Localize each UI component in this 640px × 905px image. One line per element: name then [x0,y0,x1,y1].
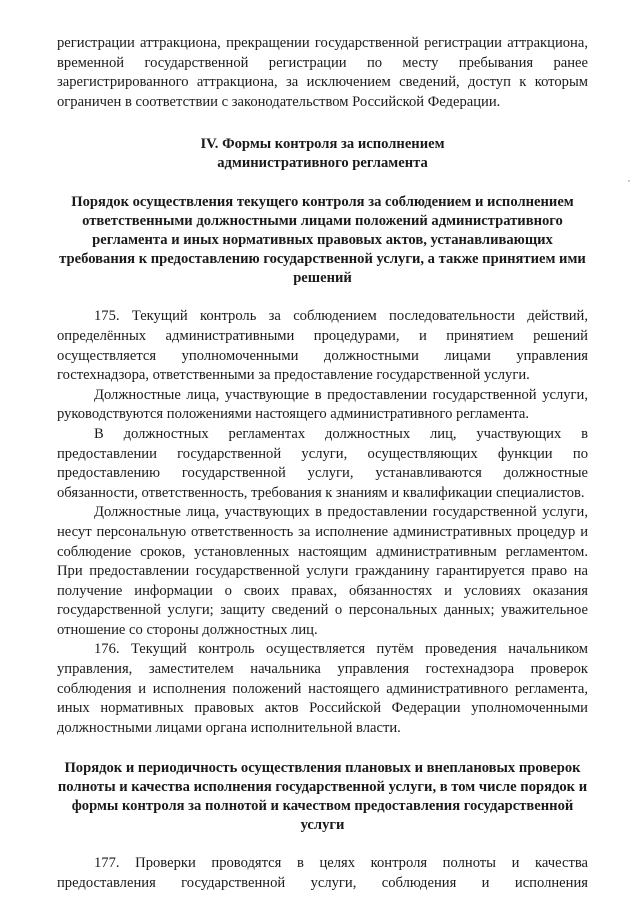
paragraph-175: 175. Текущий контроль за соблюдением последовательности действий, определённых административными процедурами, и принятием решений осуществляется уполномоченными должностными лицами управления гостехнадзора, ответственными за предоставление государственной услуги. [57,308,588,384]
paragraph-officials-guidance: Должностные лица, участвующие в предоставлении государственной услуги, руководствуются положениями настоящего административного регламента. [57,386,588,423]
section-title [57,135,588,173]
paragraph-177: 177. Проверки проводятся в целях контроля полноты и качества предоставления государственной услуги, соблюдения и исполнения [57,855,588,892]
section-title-line1: IV. Формы контроля за исполнением [200,136,445,153]
paragraph-job-regulations: В должностных регламентах должностных лиц, участвующих в предоставлении государственной услуги, осуществляющих функции по предоставлению государственной услуги, устанавливаются должностные обязанности, ответственность, требования к знаниям и квалификации специалистов. [57,425,588,501]
paragraph-continuation: регистрации аттракциона, прекращении государственной регистрации аттракциона, временной государственной регистрации по месту пребывания ранее зарегистрированного аттракциона, за исключением сведений, доступ к которым ограничен в соответствии с законодательством Российской Федерации. [57,35,588,110]
scan-speck [628,180,630,182]
paragraph-176: 176. Текущий контроль осуществляется путём проведения начальником управления, заместителем начальника управления гостехнадзора проверок соблюдения и исполнения положений настоящего административного регламента, иных нормативных правовых актов Российской Федерации уполномоченными должностными лицами органа исполнительной власти. [57,641,588,736]
subsection-heading-current-control: Порядок осуществления текущего контроля за соблюдением и исполнением ответственными должностными лицами положений административного регламента и иных нормативных правовых актов, устанавливающих требования к предоставлению государственной услуги, а также принятием ими решений [59,194,586,287]
subsection-heading-inspections: Порядок и периодичность осуществления плановых и внеплановых проверок полноты и качества исполнения государственной услуги, в том числе порядок и формы контроля за полнотой и качеством предоставления государственной услуги [57,760,588,834]
section-title-line2: административного регламента [217,155,428,172]
paragraph-personal-responsibility: Должностные лица, участвующих в предоставлении государственной услуги, несут персональную ответственность за исполнение административных процедур и соблюдение сроков, установленных настоящим административным регламентом. При предоставлении государственной услуги гражданину гарантируется право на получение информации о своих правах, обязанностях и условиях оказания государственной услуги; защиту сведений о персональных данных; уважительное отношение со стороны должностных лиц. [57,504,588,638]
